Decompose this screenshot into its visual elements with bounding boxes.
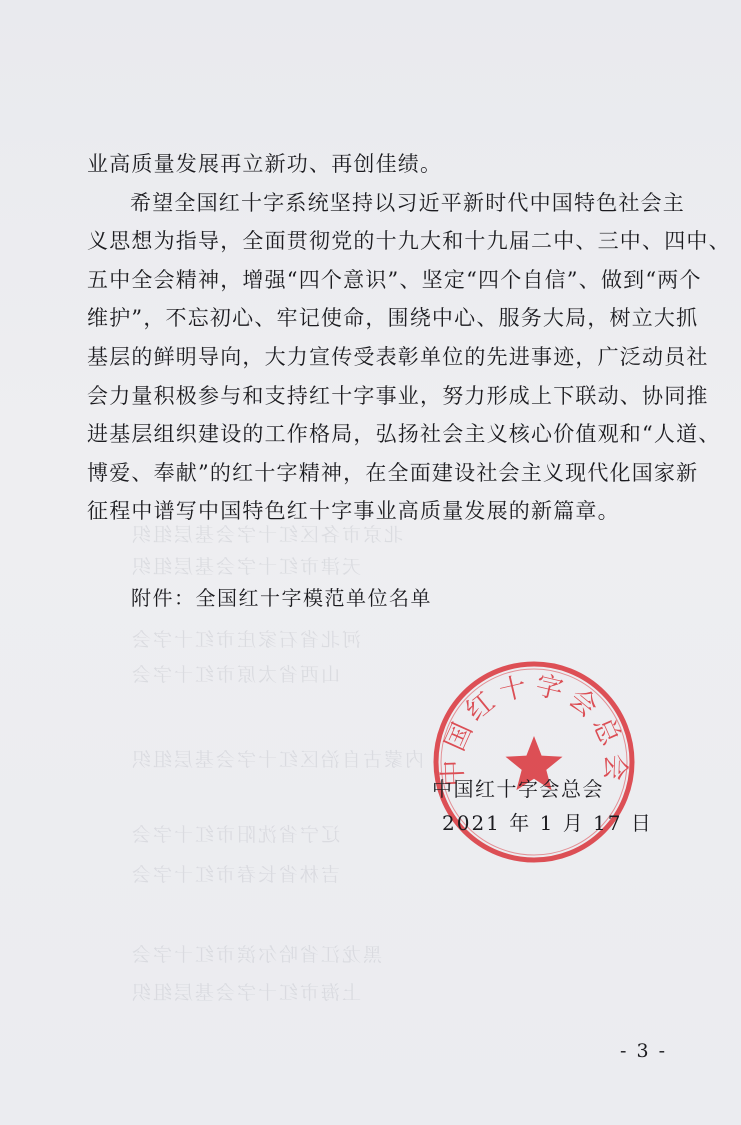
official-seal (424, 652, 644, 872)
bleed-through-text: 辽宁省沈阳市红十字会 (130, 824, 341, 846)
paragraph-line: 五中全会精神，增强“四个意识”、坚定“四个自信”、做到“两个 (87, 267, 702, 292)
paragraph-line: 希望全国红十字系统坚持以习近平新时代中国特色社会主 (130, 190, 685, 215)
bleed-through-text: 上海市红十字会基层组织 (130, 982, 362, 1004)
signing-date: 2021 年 1 月 17 日 (442, 811, 653, 835)
bleed-through-text: 北京市各区红十字会基层组织 (130, 524, 404, 546)
paragraph-line: 征程中谱写中国特色红十字事业高质量发展的新篇章。 (87, 499, 620, 524)
paragraph-line: 义思想为指导，全面贯彻党的十九大和十九届二中、三中、四中、 (87, 229, 731, 254)
signing-organization: 中国红十字会总会 (432, 777, 604, 801)
attachment-line: 附件：全国红十字模范单位名单 (131, 586, 432, 610)
paragraph-line: 博爱、奉献”的红十字精神，在全面建设社会主义现代化国家新 (87, 460, 699, 485)
bleed-through-text: 吉林省长春市红十字会 (130, 864, 341, 886)
bleed-through-text: 山西省太原市红十字会 (130, 664, 341, 686)
bleed-through-text: 黑龙江省哈尔滨市红十字会 (130, 944, 383, 966)
paragraph-line: 基层的鲜明导向，大力宣传受表彰单位的先进事迹，广泛动员社 (87, 344, 709, 369)
bleed-through-text: 内蒙古自治区红十字会基层组织 (130, 749, 425, 771)
continuation-line: 业高质量发展再立新功、再创佳绩。 (87, 152, 443, 176)
bleed-through-text: 天津市红十字会基层组织 (130, 556, 362, 578)
paragraph-line: 会力量积极参与和支持红十字事业，努力形成上下联动、协同推 (87, 383, 709, 408)
body-text (87, 145, 731, 531)
page-number: - 3 - (620, 1040, 668, 1062)
paragraph-line: 维护”，不忘初心、牢记使命，围绕中心、服务大局，树立大抓 (87, 306, 699, 331)
seal-text: 中国红十字会总会 (437, 669, 631, 788)
bleed-through-text: 河北省石家庄市红十字会 (130, 629, 362, 651)
paragraph-line: 进基层组织建设的工作格局，弘扬社会主义核心价值观和“人道、 (87, 422, 721, 447)
